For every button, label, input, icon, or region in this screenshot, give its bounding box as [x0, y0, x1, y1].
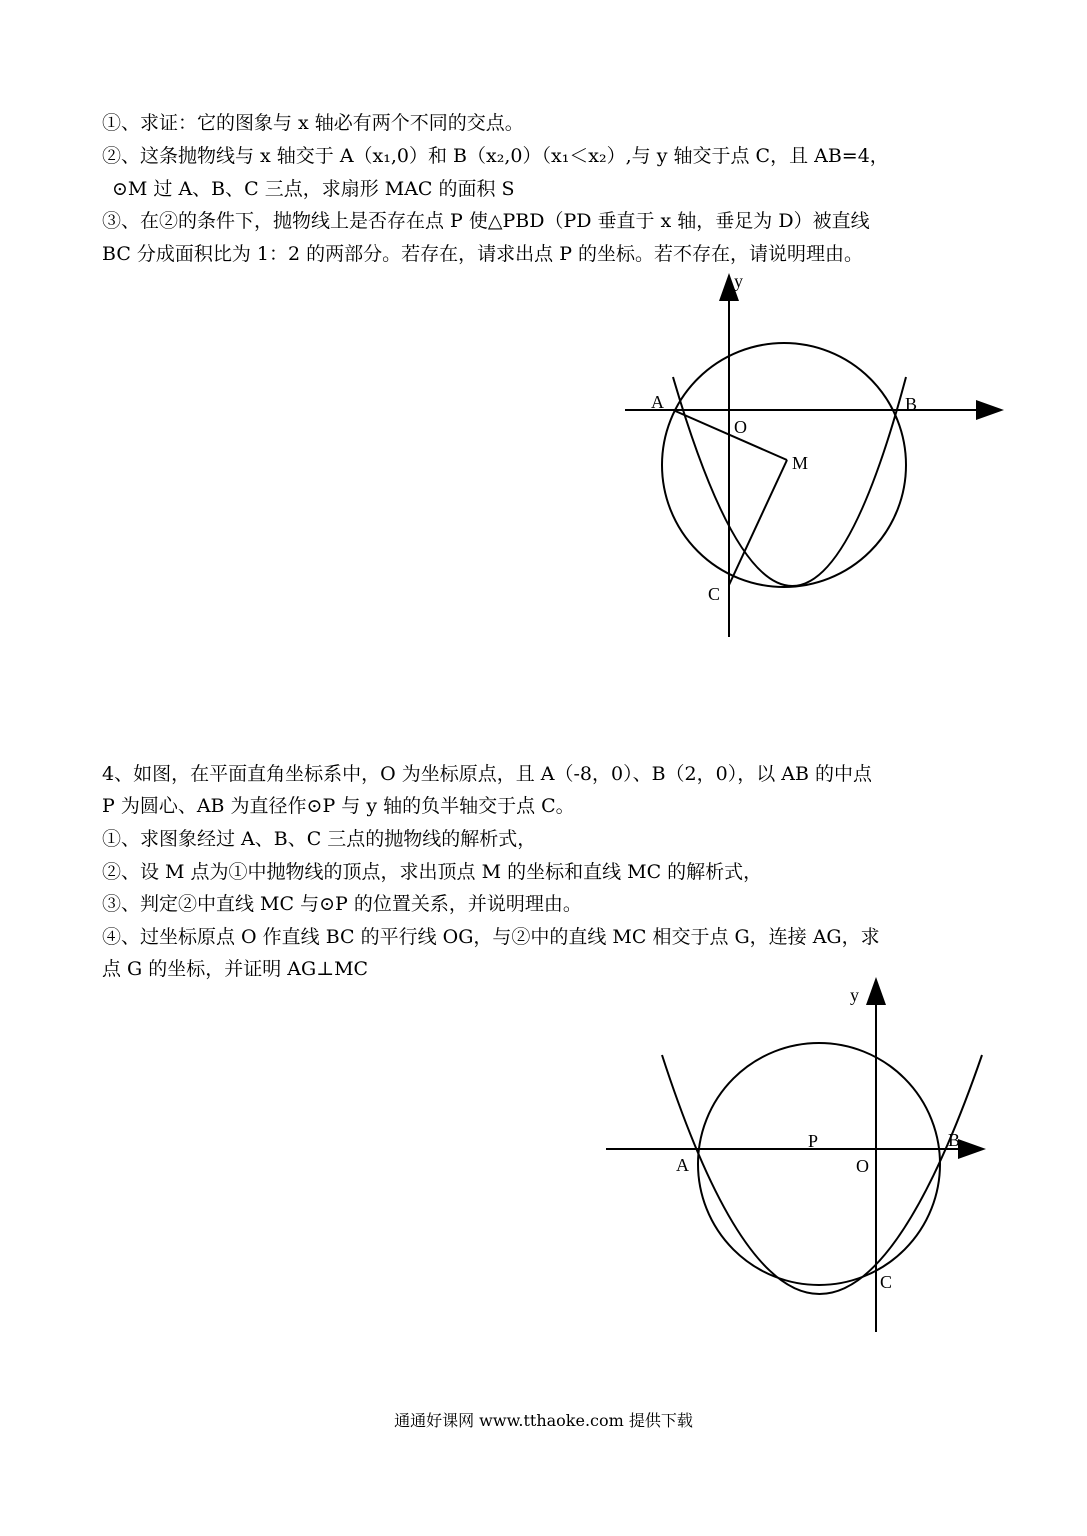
p4-intro-line-1: 4、如图，在平面直角坐标系中，O 为坐标原点，且 A（-8，0）、B（2，0），以 AB 的中点	[102, 763, 872, 785]
p3-label-o: O	[734, 417, 747, 437]
p3-segment-mc	[729, 460, 787, 585]
p4-label-p: P	[808, 1131, 819, 1151]
p3-label-b: B	[905, 394, 918, 414]
p4-question-4-line-2: 点 G 的坐标，并证明 AG⊥MC	[102, 958, 369, 980]
p4-circle-p	[698, 1043, 940, 1285]
p4-label-y: y	[850, 985, 859, 1005]
p3-question-2-line-2: ⊙M 过 A、B、C 三点，求扇形 MAC 的面积 S	[112, 178, 515, 200]
page-footer: 通通好课网 www.tthaoke.com 提供下载	[394, 1411, 693, 1430]
p3-question-3-line-2: BC 分成面积比为 1：2 的两部分。若存在，请求出点 P 的坐标。若不存在，请说明理由。	[102, 243, 864, 265]
p4-figure-svg	[600, 975, 1000, 1345]
p4-label-a: A	[676, 1155, 689, 1175]
p4-question-3: ③、判定②中直线 MC 与⊙P 的位置关系，并说明理由。	[102, 893, 582, 915]
p3-label-y: y	[734, 271, 743, 291]
p3-question-1: ①、求证：它的图象与 x 轴必有两个不同的交点。	[102, 112, 524, 134]
p3-question-2-line-1: ②、这条抛物线与 x 轴交于 A（x₁,0）和 B（x₂,0）（x₁＜x₂）,与 y 轴交于点 C，且 AB=4，	[102, 145, 889, 167]
p3-figure-svg	[600, 265, 1020, 650]
p4-intro-line-2: P 为圆心、AB 为直径作⊙P 与 y 轴的负半轴交于点 C。	[102, 795, 575, 817]
p4-question-1: ①、求图象经过 A、B、C 三点的抛物线的解析式，	[102, 828, 537, 850]
p3-figure	[600, 265, 1020, 650]
p3-label-c: C	[708, 584, 721, 604]
p4-label-o: O	[856, 1156, 869, 1176]
p4-question-4-line-1: ④、过坐标原点 O 作直线 BC 的平行线 OG，与②中的直线 MC 相交于点 G，连接 AG，求	[102, 926, 880, 948]
p3-label-m: M	[792, 453, 809, 473]
p4-label-b: B	[948, 1130, 961, 1150]
p4-figure	[600, 975, 1000, 1345]
p3-label-a: A	[651, 392, 664, 412]
p4-label-c: C	[880, 1272, 893, 1292]
p3-question-3-line-1: ③、在②的条件下，抛物线上是否存在点 P 使△PBD（PD 垂直于 x 轴，垂足为 D）被直线	[102, 210, 870, 232]
p4-question-2: ②、设 M 点为①中抛物线的顶点，求出顶点 M 的坐标和直线 MC 的解析式，	[102, 861, 763, 883]
p4-parabola	[662, 1055, 982, 1294]
p3-parabola	[673, 377, 906, 586]
